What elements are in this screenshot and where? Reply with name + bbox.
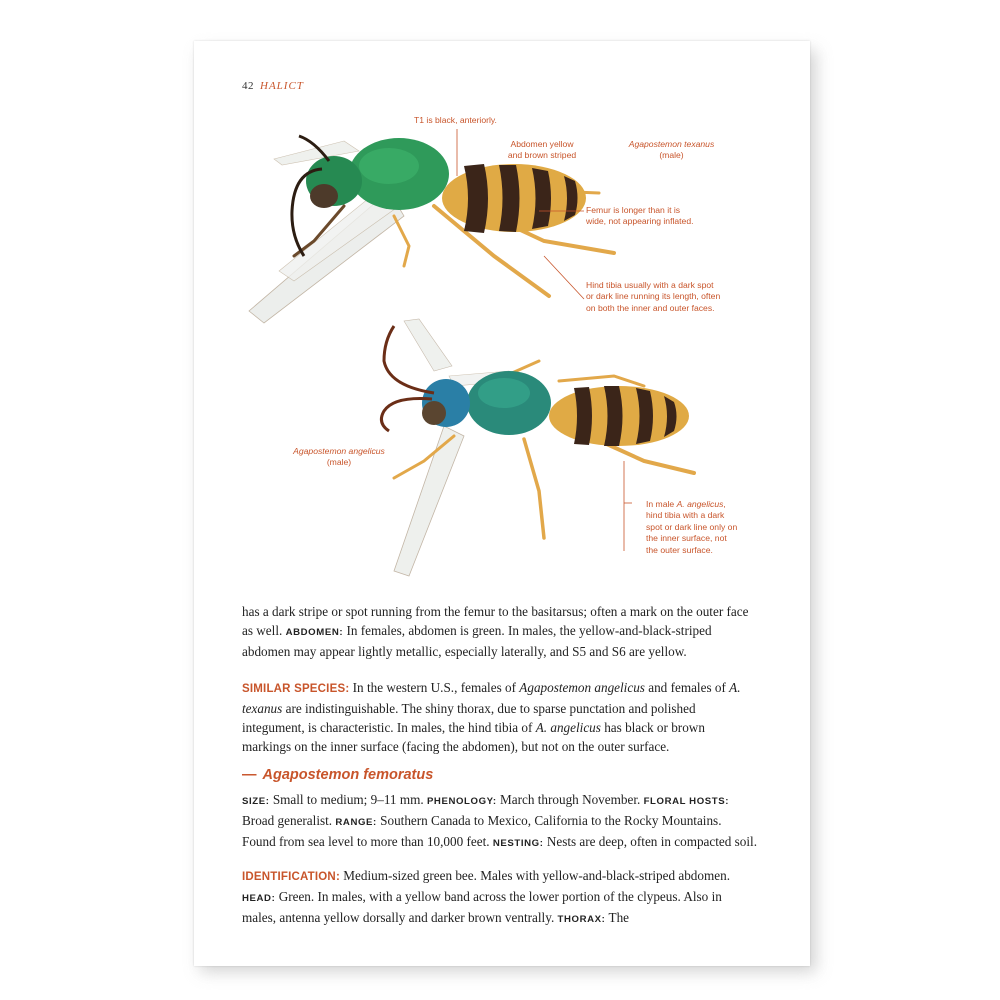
- label-angelicus-sex: (male): [326, 457, 352, 468]
- para2-text3: are indistinguishable. The shiny thorax, due to sparse punctation and polished integument, is characteristic. In males, the hind tibia of: [242, 701, 696, 735]
- floral-hosts-label: FLORAL HOSTS:: [643, 796, 730, 807]
- thorax-label: THORAX:: [557, 914, 606, 925]
- phenology-text: March through November.: [496, 792, 644, 807]
- annotation-femur: [586, 205, 694, 228]
- range-text: Southern Canada to Mexico, California to the Rocky Mountains. Found from sea level to more than 10,000 feet.: [242, 813, 722, 849]
- annotation-abdomen-line1: Abdomen yellow: [510, 139, 574, 149]
- para2-text4: has black or brown markings on the inner surface (facing the abdomen), but not on the outer surface.: [242, 720, 705, 754]
- label-texanus-sex: (male): [659, 150, 684, 161]
- annotation-tibia-line1: Hind tibia usually with a dark spot: [586, 280, 714, 290]
- annotation-femur-line2: wide, not appearing inflated.: [586, 216, 694, 227]
- annotation-tibia-line3: on both the inner and outer faces.: [586, 302, 715, 313]
- annotation-male-line1-post: ,: [723, 499, 726, 509]
- size-label: SIZE:: [242, 796, 270, 807]
- annotation-tibia-line2: or dark line running its length, often: [586, 291, 721, 302]
- paragraph-species-facts: [242, 790, 757, 853]
- page-number: 42: [242, 80, 254, 92]
- label-angelicus: [284, 446, 394, 469]
- annotation-male-line1-pre: In male: [646, 499, 677, 509]
- abdomen-label: ABDOMEN:: [285, 627, 344, 638]
- annotation-t1-text: T1 is black, anteriorly.: [414, 115, 497, 125]
- bee-texanus-illustration: [249, 136, 614, 323]
- identification-label: IDENTIFICATION:: [242, 871, 340, 883]
- section-title: HALICT: [260, 80, 304, 92]
- range-label: RANGE:: [335, 817, 377, 828]
- annotation-male-line1-italic: A. angelicus: [676, 499, 724, 509]
- thorax-text: The: [605, 910, 630, 925]
- label-texanus: [619, 139, 724, 162]
- species-heading-name: Agapostemon femoratus: [262, 767, 434, 783]
- similar-species-label: SIMILAR SPECIES:: [242, 683, 350, 695]
- para1-text2: In females, abdomen is green. In males, the yellow-and-black-striped abdomen may appear lightly metallic, especially laterally, and S5 and S6 are yellow.: [242, 623, 712, 659]
- head-label: HEAD:: [242, 893, 276, 904]
- size-text: Small to medium; 9–11 mm.: [269, 792, 427, 807]
- annotation-male-line3: spot or dark line only on: [646, 521, 738, 532]
- identification-text: Medium-sized green bee. Males with yellow-and-black-striped abdomen.: [339, 868, 730, 883]
- paragraph-similar-species: [242, 678, 757, 756]
- paragraph-identification: [242, 866, 757, 929]
- nesting-text: Nests are deep, often in compacted soil.: [543, 834, 758, 849]
- annotation-male-line5: the outer surface.: [646, 544, 713, 555]
- para2-text1: In the western U.S., females of: [349, 680, 520, 695]
- label-angelicus-name: Agapostemon angelicus: [293, 446, 385, 456]
- para2-italic3: A. angelicus: [535, 720, 601, 735]
- annotation-hind-tibia: [586, 280, 720, 314]
- annotation-male-angelicus: [646, 499, 737, 556]
- leader-lines-bottom: [624, 461, 632, 551]
- para2-italic2: A. texanus: [242, 680, 741, 716]
- annotation-abdomen-line2: and brown striped: [507, 150, 577, 161]
- head-text: Green. In males, with a yellow band across the lower portion of the clypeus. Also in males, antenna yellow dorsally and darker brown ventrally.: [242, 889, 722, 925]
- paragraph-leg-abdomen: [242, 602, 757, 661]
- para2-italic1: Agapostemon angelicus: [519, 680, 645, 695]
- species-heading-dash: —: [242, 767, 257, 783]
- nesting-label: NESTING:: [492, 838, 544, 849]
- phenology-label: PHENOLOGY:: [426, 796, 497, 807]
- species-heading: [242, 767, 433, 783]
- book-page: [194, 41, 810, 966]
- annotation-femur-line1: Femur is longer than it is: [586, 205, 681, 215]
- label-texanus-name: Agapostemon texanus: [628, 139, 715, 149]
- annotation-male-line2: hind tibia with a dark: [646, 510, 725, 521]
- annotation-t1: [414, 115, 497, 126]
- annotation-abdomen: [497, 139, 587, 162]
- para2-text2: and females of: [644, 680, 730, 695]
- annotation-male-line4: the inner surface, not: [646, 533, 727, 544]
- para1-text1: has a dark stripe or spot running from the femur to the basitarsus; often a mark on the outer face as well.: [242, 604, 749, 638]
- floral-hosts-text: Broad generalist.: [242, 813, 336, 828]
